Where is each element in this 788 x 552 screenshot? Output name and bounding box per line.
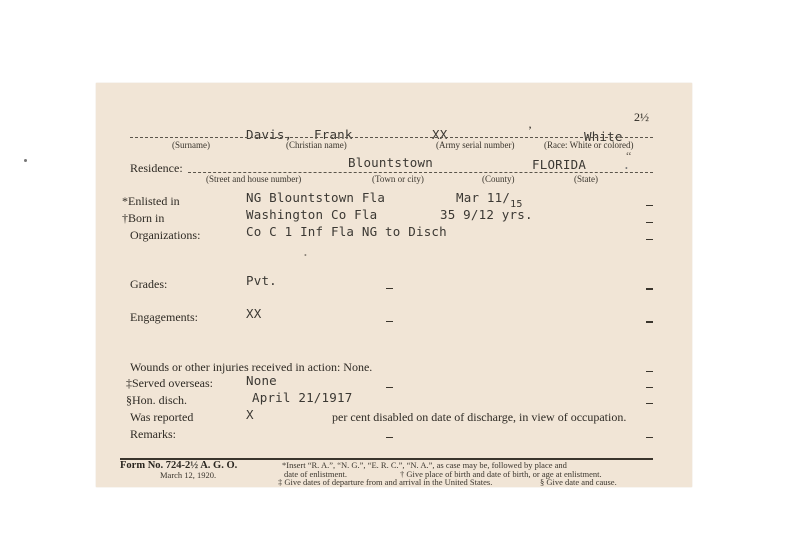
wounds-text: Wounds or other injuries received in action: None. <box>130 360 373 374</box>
tick-mark <box>646 403 653 404</box>
service-record-card <box>96 83 692 487</box>
mark-quote: “ <box>626 149 632 163</box>
caption-county: (County) <box>482 174 515 184</box>
christian-name-value: Frank <box>314 127 353 142</box>
organizations-label: Organizations: <box>130 228 201 242</box>
born-age: 35 9/12 yrs. <box>440 207 533 222</box>
tick-mark <box>646 205 653 206</box>
footnote-2: date of enlistment. <box>284 469 348 479</box>
tick-mark <box>646 321 653 323</box>
organizations-value: Co C 1 Inf Fla NG to Disch <box>246 224 447 239</box>
served-overseas-label: ‡Served overseas: <box>126 376 213 390</box>
mark-dot-2: • <box>304 251 307 260</box>
form-number: Form No. 724-2½ A. G. O. <box>120 460 238 471</box>
remarks-label: Remarks: <box>130 427 176 441</box>
enlisted-label: *Enlisted in <box>122 194 180 208</box>
residence-label: Residence: <box>130 161 183 175</box>
tick-mark <box>646 222 653 223</box>
enlisted-value: NG Blountstown Fla <box>246 190 386 205</box>
caption-surname: (Surname) <box>172 140 210 150</box>
enlisted-date-year: 15 <box>510 199 523 210</box>
grades-label: Grades: <box>130 277 168 291</box>
caption-state: (State) <box>574 174 598 184</box>
footnote-5: § Give date and cause. <box>540 477 617 487</box>
tick-mark <box>386 387 393 388</box>
was-reported-value: X <box>246 407 254 422</box>
footnote-3: † Give place of birth and date of birth, or age at enlistment. <box>400 469 602 479</box>
caption-street: (Street and house number) <box>206 174 302 184</box>
tick-mark <box>386 321 393 322</box>
mark-dot: • <box>625 164 628 173</box>
race-value: White <box>584 129 623 144</box>
corner-number: 2½ <box>634 110 649 124</box>
caption-town: (Town or city) <box>372 174 424 184</box>
state-value: FLORIDA <box>532 157 587 172</box>
enlisted-date-prefix: Mar 11/ <box>456 190 511 205</box>
scan-speck <box>24 159 27 162</box>
footnote-4: ‡ Give dates of departure from and arrival in the United States. <box>278 477 493 487</box>
tick-mark <box>646 371 653 372</box>
mark-comma: ’ <box>528 123 532 137</box>
born-value: Washington Co Fla <box>246 207 378 222</box>
hon-disch-label: §Hon. disch. <box>126 393 187 407</box>
tick-mark <box>386 437 393 438</box>
tick-mark <box>646 387 653 388</box>
tick-mark <box>646 437 653 438</box>
enlisted-date <box>456 190 523 210</box>
surname-value: Davis, <box>246 127 293 142</box>
caption-christian-name: (Christian name) <box>286 140 347 150</box>
was-reported-text: per cent disabled on date of discharge, in view of occupation. <box>332 410 627 424</box>
hon-disch-value: April 21/1917 <box>252 390 353 405</box>
engagements-label: Engagements: <box>130 310 198 324</box>
was-reported-label: Was reported <box>130 410 194 424</box>
caption-race: (Race: White or colored) <box>544 140 634 150</box>
grades-value: Pvt. <box>246 273 277 288</box>
born-label: †Born in <box>122 211 165 225</box>
tick-mark <box>646 239 653 240</box>
name-line <box>130 137 653 138</box>
town-value: Blountstown <box>348 155 433 170</box>
tick-mark <box>386 288 393 289</box>
tick-mark <box>646 288 653 290</box>
footnote-1: *Insert “R. A.”, “N. G.”, “E. R. C.”, “N. A.”, as case may be, followed by place and <box>282 460 567 470</box>
army-serial-value: XX <box>432 127 448 142</box>
served-overseas-value: None <box>246 373 277 388</box>
caption-serial: (Army serial number) <box>436 140 515 150</box>
engagements-value: XX <box>246 306 262 321</box>
residence-line <box>188 172 653 173</box>
form-date: March 12, 1920. <box>160 470 217 480</box>
